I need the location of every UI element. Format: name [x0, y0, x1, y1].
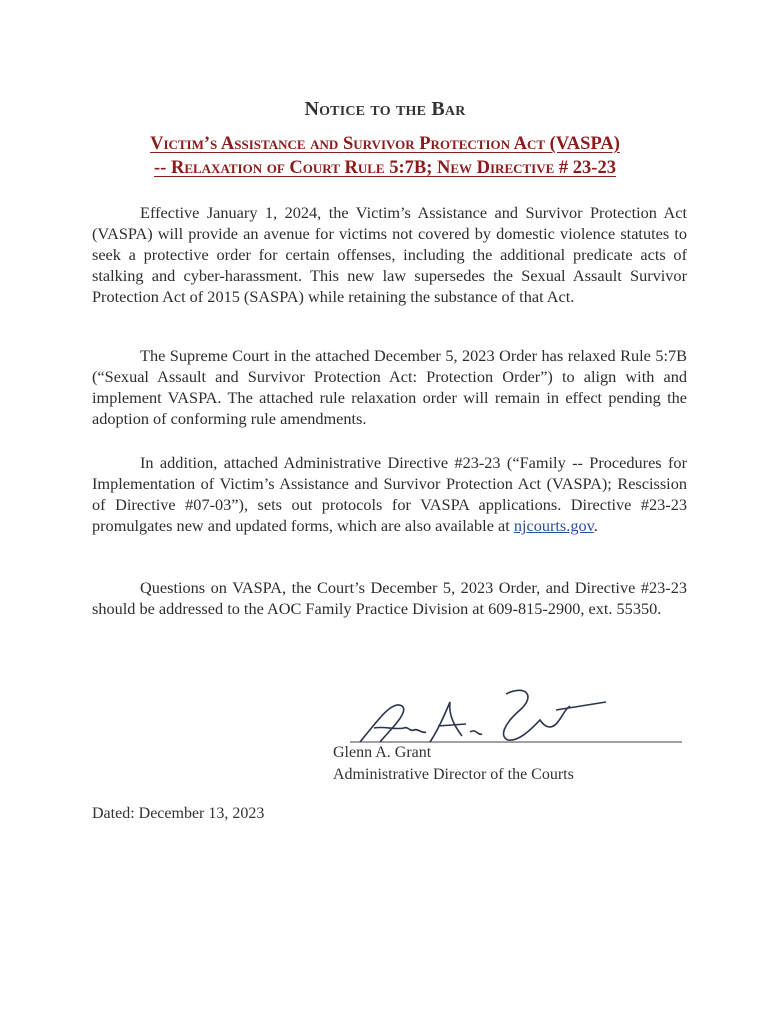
- signature: [330, 680, 690, 750]
- paragraph-supreme-court-order: The Supreme Court in the attached December 5, 2023 Order has relaxed Rule 5:7B (“Sexual Assault and Survivor Protection Act: Protection Order”) to align with and implement VASPA. The attached rule relaxation order will remain in effect pending the adoption of conforming rule amendments.: [92, 346, 687, 428]
- paragraph-questions-contact: Questions on VASPA, the Court’s December 5, 2023 Order, and Directive #23-23 should be addressed to the AOC Family Practice Division at 609-815-2900, ext. 55350.: [92, 578, 687, 618]
- paragraph-administrative-directive: [92, 452, 687, 536]
- paragraph-effective-date: Effective January 1, 2024, the Victim’s Assistance and Survivor Protection Act (VASPA) will provide an avenue for victims not covered by domestic violence statutes to seek a protective order for certain offenses, including the additional predicate acts of stalking and cyber-harassment. This new law supersedes the Sexual Assault Survivor Protection Act of 2015 (SASPA) while retaining the substance of that Act.: [92, 203, 687, 306]
- handwritten-signature-icon: [330, 680, 690, 750]
- date-line: Dated: December 13, 2023: [92, 805, 265, 822]
- njcourts-link[interactable]: njcourts.gov: [513, 516, 594, 535]
- paragraph-directive-text: In addition, attached Administrative Directive #23-23 (“Family -- Procedures for Implementation of Victim’s Assistance and Survivor Protection Act (VASPA); Rescission of Directive #07-03”), sets out protocols for VASPA applications. Directive #23-23 promulgates new and updated forms, which are also available at: [92, 453, 687, 535]
- notice-subtitle-line2: -- Relaxation of Court Rule 5:7B; New Directive # 23-23: [154, 158, 616, 178]
- notice-title: Notice to the Bar: [304, 98, 466, 120]
- link-suffix: .: [593, 516, 598, 535]
- notice-subtitle-line1: Victim’s Assistance and Survivor Protection Act (VASPA): [150, 134, 620, 154]
- signatory-title: Administrative Director of the Courts: [333, 766, 574, 783]
- signatory-name: Glenn A. Grant: [333, 744, 432, 761]
